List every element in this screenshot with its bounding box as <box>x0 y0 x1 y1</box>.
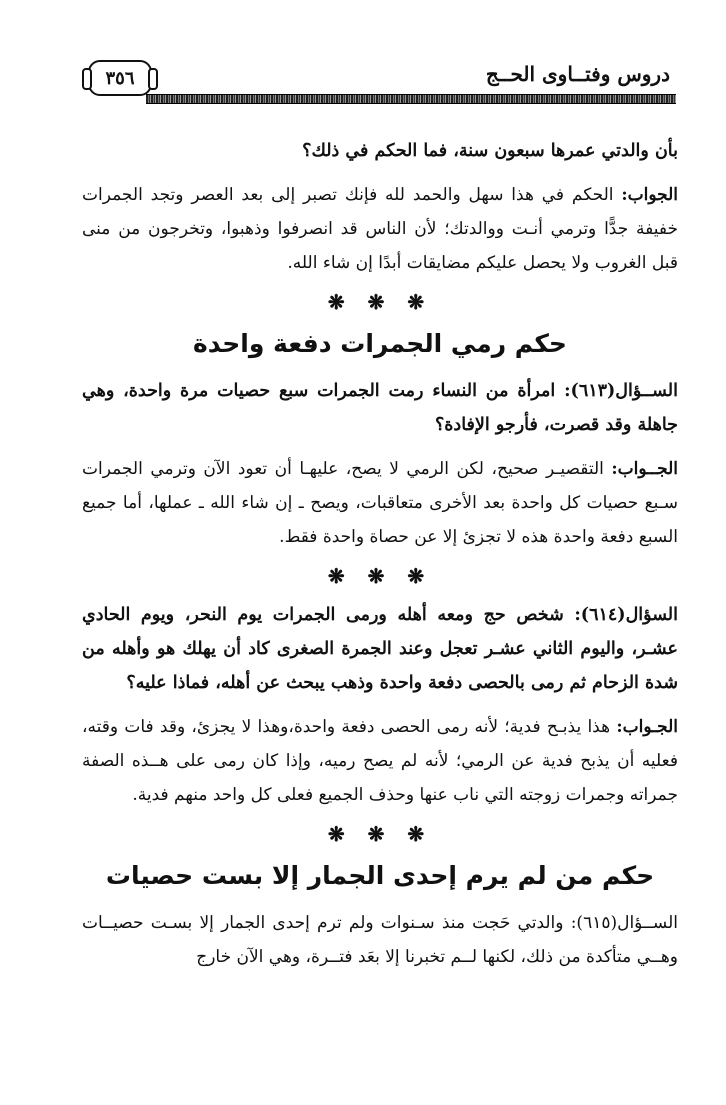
answer-text: هذا يذبـح فدية؛ لأنه رمى الحصى دفعة واحدة،وهذا لا يجزئ، وقد فات وقته، فعليه أن يذبح فدية عن الرمي؛ لأنه لم يصح رميه، وإذا كان رمى على هــذه الصفة جمراته وجمرات زوجته التي ناب عنها وحذف الجميع فعلى كل واحد منهم فدية. <box>82 717 678 805</box>
section-separator: ❋ ❋ ❋ <box>327 290 433 314</box>
answer-text: التقصيـر صحيح، لكن الرمي لا يصح، عليهـا أن تعود الآن وترمي الجمرات سـبع حصيات كل واحدة بعد الأخرى متعاقبات، ويصح ـ إن شاء الله ـ عملها، أما جميع السبع دفعة واحدة هذه لا تجزئ إلا عن حصاة واحدة فقط. <box>82 459 678 547</box>
question-615: الســؤال(٦١٥): والدتي حَجت منذ سـنوات ولم ترم إحدى الجمار إلا بسـت حصيــات وهــي متأكدة من ذلك، لكنها لــم تخبرنا إلا بعَد فتــرة، وهي الآن خارج <box>82 913 678 967</box>
page-content <box>82 134 678 984</box>
answer-text: الحكم في هذا سهل والحمد لله فإنك تصبر إلى بعد العصر وتجد الجمرات خفيفة جدًّا وترمي أنـت ووالدتك؛ لأن الناس قد انصرفوا وذهبوا، وتخرجون من منى قبل الغروب ولا يحصل عليكم مضايقات أبدًا إن شاء الله. <box>82 185 678 273</box>
section-heading: حكم من لم يرم إحدى الجمار إلا بست حصيات <box>105 861 655 890</box>
section-separator: ❋ ❋ ❋ <box>327 564 433 588</box>
book-title: دروس وفتــاوى الحــج <box>485 62 670 86</box>
question-613: الســؤال(٦١٣): امرأة من النساء رمت الجمرات سبع حصيات مرة واحدة، وهي جاهلة وقد قصرت، فأرجو الإفادة؟ <box>82 381 678 435</box>
section-separator: ❋ ❋ ❋ <box>327 822 433 846</box>
question-continuation: بأن والدتي عمرها سبعون سنة، فما الحكم في ذلك؟ <box>302 141 678 161</box>
question-614: السؤال(٦١٤): شخص حج ومعه أهله ورمى الجمرات يوم النحر، ويوم الحادي عشـر، واليوم الثاني عشـر تعجل وعند الجمرة الصغرى كاد أن يهلك هو وأهله من شدة الزحام ثم رمى بالحصى دفعة واحدة وذهب يبحث عن أهله، فماذا عليه؟ <box>82 605 678 693</box>
answer-614 <box>82 710 678 812</box>
answer-label: الجــواب: <box>611 459 678 479</box>
answer-label: الجـواب: <box>616 717 678 737</box>
answer-label: الجواب: <box>621 185 678 205</box>
header-rule <box>146 94 676 104</box>
answer-paragraph <box>82 178 678 280</box>
page-header <box>88 60 676 104</box>
answer-613 <box>82 452 678 554</box>
page-number-frame <box>88 60 152 96</box>
page-number: ٣٥٦ <box>105 67 135 89</box>
section-heading: حكم رمي الجمرات دفعة واحدة <box>193 329 567 358</box>
